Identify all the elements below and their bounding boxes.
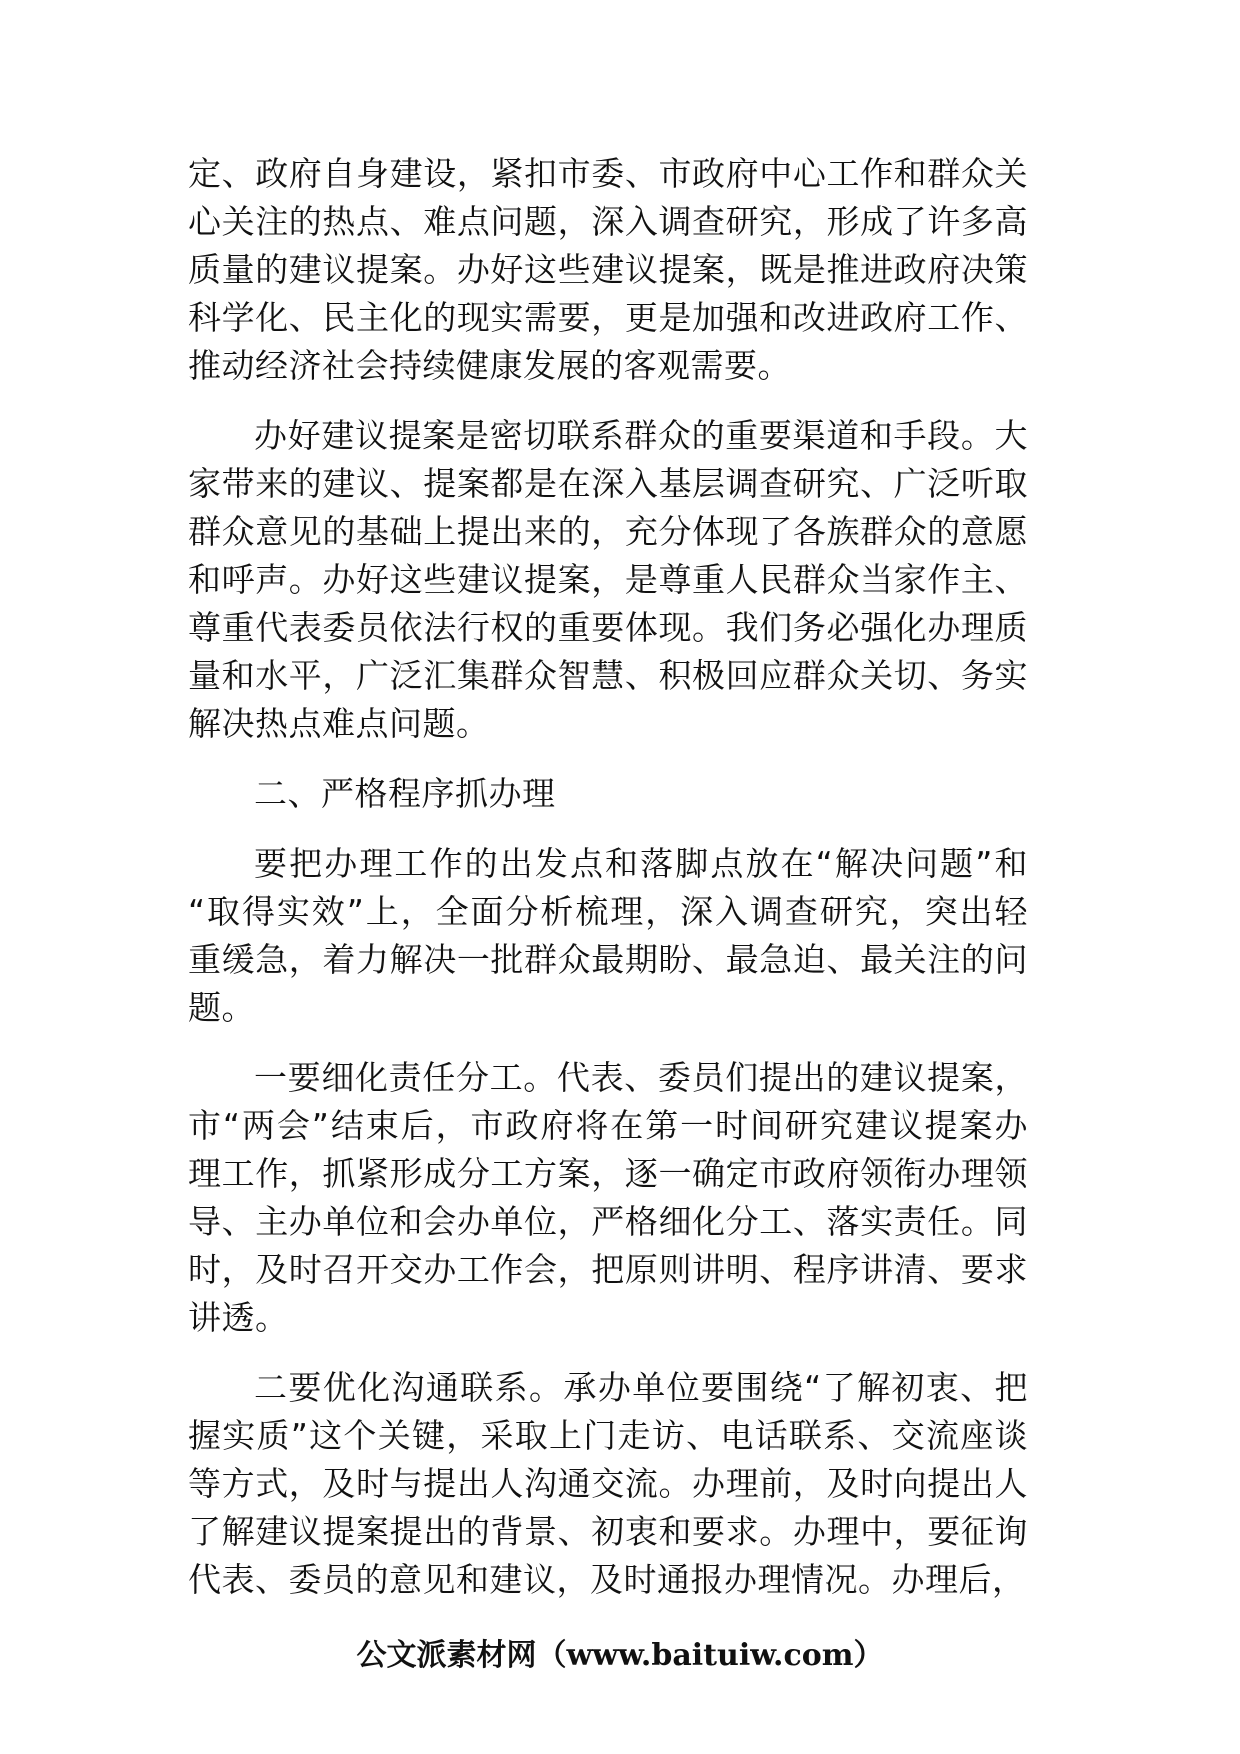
paragraph-line: 等方式，及时与提出人沟通交流。办理前，及时向提出人 [188, 1464, 1028, 1503]
paragraph-line: 解决热点难点问题。 [188, 704, 490, 743]
paragraph [188, 150, 1028, 390]
paragraph-line: 尊重代表委员依法行权的重要体现。我们务必强化办理质 [188, 608, 1028, 647]
paragraph-line: 握实质”这个关键，采取上门走访、电话联系、交流座谈 [188, 1416, 1028, 1455]
paragraph-line: “取得实效”上，全面分析梳理，深入调查研究，突出轻 [188, 892, 1028, 931]
paragraph-line: 量和水平，广泛汇集群众智慧、积极回应群众关切、务实 [188, 656, 1028, 695]
paragraph-line: 质量的建议提案。办好这些建议提案，既是推进政府决策 [188, 250, 1028, 289]
paragraph [188, 840, 1028, 1032]
paragraph-line: 定、政府自身建设，紧扣市委、市政府中心工作和群众关 [188, 154, 1028, 193]
paragraph-line: 理工作，抓紧形成分工方案，逐一确定市政府领衔办理领 [188, 1154, 1028, 1193]
paragraph-line: 群众意见的基础上提出来的，充分体现了各族群众的意愿 [188, 512, 1028, 551]
paragraph-line: 和呼声。办好这些建议提案，是尊重人民群众当家作主、 [188, 560, 1028, 599]
paragraph-line: 二要优化沟通联系。承办单位要围绕“了解初衷、把 [254, 1368, 1028, 1407]
paragraph-line: 办好建议提案是密切联系群众的重要渠道和手段。大 [254, 416, 1028, 455]
paragraph-line: 重缓急，着力解决一批群众最期盼、最急迫、最关注的问 [188, 940, 1028, 979]
document-body [188, 150, 1028, 1626]
paragraph-line: 导、主办单位和会办单位，严格细化分工、落实责任。同 [188, 1202, 1028, 1241]
paragraph-line: 代表、委员的意见和建议，及时通报办理情况。办理后， [188, 1560, 1026, 1599]
paragraph-line: 要把办理工作的出发点和落脚点放在“解决问题”和 [254, 844, 1028, 883]
paragraph-line: 题。 [188, 988, 255, 1027]
paragraph-line: 市“两会”结束后，市政府将在第一时间研究建议提案办 [188, 1106, 1028, 1145]
paragraph [188, 1054, 1028, 1342]
footer-watermark: 公文派素材网（www.baituiw.com） [356, 1638, 884, 1673]
paragraph [188, 770, 1028, 818]
paragraph-line: 时，及时召开交办工作会，把原则讲明、程序讲清、要求 [188, 1250, 1028, 1289]
paragraph-line: 一要细化责任分工。代表、委员们提出的建议提案， [254, 1058, 1028, 1097]
paragraph-line: 了解建议提案提出的背景、初衷和要求。办理中，要征询 [188, 1512, 1028, 1551]
paragraph-line: 心关注的热点、难点问题，深入调查研究，形成了许多高 [188, 202, 1028, 241]
paragraph-line: 家带来的建议、提案都是在深入基层调查研究、广泛听取 [188, 464, 1028, 503]
paragraph-line: 科学化、民主化的现实需要，更是加强和改进政府工作、 [188, 298, 1028, 337]
paragraph [188, 412, 1028, 748]
paragraph-line: 推动经济社会持续健康发展的客观需要。 [188, 346, 791, 385]
paragraph [188, 1364, 1028, 1604]
paragraph-line: 讲透。 [188, 1298, 289, 1337]
paragraph-line: 二、严格程序抓办理 [254, 774, 556, 813]
